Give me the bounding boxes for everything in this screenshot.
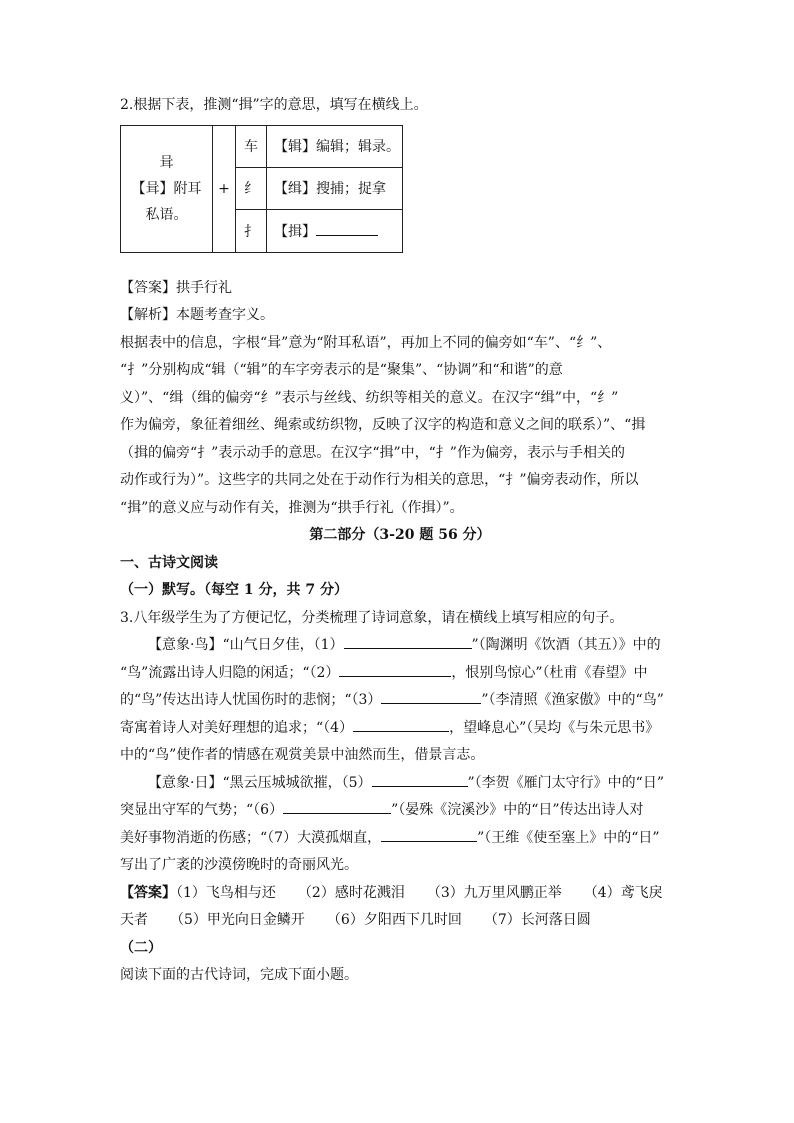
section-heading: 一、古诗文阅读 [120, 554, 218, 571]
sun-line: 美好事物消逝的伤感；“（7）大漠孤烟直， ”（王维《使至塞上》中的“日” [120, 825, 680, 853]
sun-line: 写出了广袤的沙漠傍晚时的奇丽风光。 [120, 857, 358, 873]
subsection-2-heading: （二） [120, 939, 162, 956]
subsection-heading: （一）默写。（每空 1 分，共 7 分） [120, 582, 348, 598]
reading-prompt: 阅读下面的古代诗词，完成下面小题。 [120, 967, 358, 983]
question-3-prompt: 3.八年级学生为了方便记忆，分类梳理了诗词意象，请在横线上填写相应的句子。 [120, 609, 624, 626]
analysis-line: “揖”的意义应与动作有关，推测为“拱手行礼（作揖）”。 [120, 499, 464, 516]
root-definition-2: 私语。 [145, 206, 188, 223]
q3-answer-line-2: 天者 （5）甲光向日金鳞开 （6）夕阳西下几时回 （7）长河落日圆 [120, 912, 591, 928]
radical-cell: 扌 [236, 210, 267, 252]
fill-blank-3[interactable] [381, 689, 481, 704]
analysis-line: 作为偏旁，象征着细丝、绳索或纺织物，反映了汉字的构造和意义之间的联系）”、“揖 [120, 417, 646, 433]
analysis-line: 根据表中的信息，字根“咠”意为“附耳私语”，再加上不同的偏旁如“车”、“纟”、 [120, 334, 612, 351]
root-character: 咠 [159, 154, 174, 171]
bird-line: 寄寓着诗人对美好理想的追求；“（4） ，望峰息心”（吴均《与朱元思书》 [120, 715, 680, 743]
definition-cell [267, 210, 403, 252]
sun-line: 【意象·日】“黑云压城城欲摧，（5） ”（李贺《雁门太守行》中的“日” [120, 770, 680, 798]
root-character-cell [121, 125, 213, 252]
sun-line: 突显出守军的气势；“（6） ”（晏殊《浣溪沙》中的“日”传达出诗人对 [120, 797, 680, 825]
root-definition-1: 【咠】附耳 [131, 180, 202, 197]
analysis-line: （揖的偏旁“扌”表示动手的意思。在汉字“揖”中，“扌”作为偏旁，表示与手相关的 [120, 444, 625, 461]
bird-line: 【意象·鸟】“山气日夕佳，（1） ”（陶渊明《饮酒（其五）》中的 [120, 632, 680, 660]
definition-cell: 【缉】搜捕；捉拿 [267, 167, 403, 209]
q3-answer-line-1: 【答案】（1）飞鸟相与还 （2）感时花溅泪 （3）九万里风鹏正举 （4）鸢飞戾 [120, 884, 663, 901]
fill-blank-4[interactable] [353, 717, 449, 732]
bird-line: “鸟”流露出诗人归隐的闲适；“（2） ，恨别鸟惊心”（杜甫《春望》中 [120, 660, 680, 688]
fill-blank[interactable] [316, 221, 378, 236]
radical-cell: 车 [236, 125, 267, 167]
analysis-line: 动作或行为）”。这些字的共同之处在于动作行为相关的意思，“扌”偏旁表动作，所以 [120, 472, 639, 488]
definition-cell: 【辑】编辑；辑录。 [267, 125, 403, 167]
bird-line: 中的“鸟”使作者的情感在观赏美景中油然而生，借景言志。 [120, 747, 485, 763]
analysis-line: 义）”、“缉（缉的偏旁“纟”表示与丝线、纺织等相关的意义。在汉字“缉”中，“纟” [120, 389, 619, 406]
character-table [120, 125, 403, 253]
radical-cell: 纟 [236, 167, 267, 209]
fill-blank-6[interactable] [283, 799, 391, 814]
part2-heading: 第二部分（3-20 题 56 分） [309, 527, 491, 543]
fill-blank-1[interactable] [344, 634, 472, 649]
fill-blank-2[interactable] [339, 662, 451, 677]
q2-analysis-label: 【解析】本题考查字义。 [120, 307, 274, 323]
bird-line: 的“鸟”传达出诗人忧国伤时的悲悯；“（3） ”（李清照《渔家傲》中的“鸟” [120, 687, 680, 715]
document-page [120, 92, 680, 990]
q2-answer: 【答案】拱手行礼 [120, 279, 232, 296]
fill-blank-5[interactable] [372, 772, 468, 787]
analysis-line: “扌”分别构成“辑（“辑”的车字旁表示的是“聚集”、“协调”和“和谐”的意 [120, 362, 563, 378]
question-2-prompt: 2.根据下表，推测“揖”字的意思，填写在横线上。 [120, 97, 428, 113]
fill-blank-7[interactable] [381, 827, 477, 842]
plus-sign: + [213, 125, 236, 252]
definition-label: 【揖】 [274, 223, 316, 240]
